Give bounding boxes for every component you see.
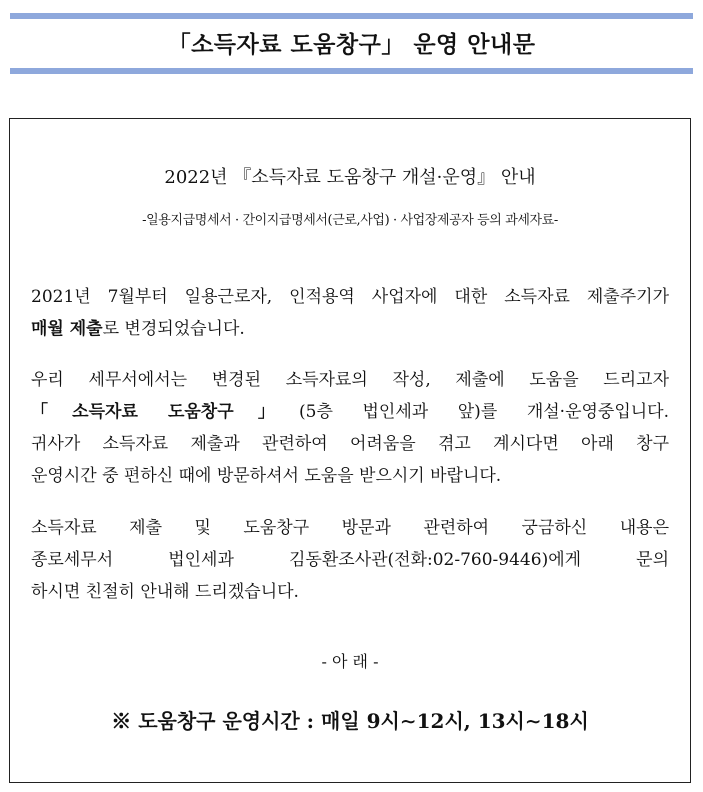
paragraph-line: 귀사가 소득자료 제출과 관련하여 어려움을 겪고 계시다면 아래 창구 — [31, 434, 669, 454]
emphasis-monthly-submission: 매월 제출 — [31, 319, 103, 339]
notice-heading: 2022년 『소득자료 도움창구 개설·운영』 안내 — [164, 167, 536, 188]
notice-box — [9, 118, 691, 783]
paragraph-help-desk — [31, 364, 669, 492]
operating-hours: ※ 도움창구 운영시간 : 매일 9시∼12시, 13시∼18시 — [111, 709, 589, 733]
emphasis-help-desk-name: 「소득자료 도움창구」 — [31, 402, 300, 422]
paragraph-submission-change — [31, 281, 669, 345]
paragraph-line: 2021년 7월부터 일용근로자, 인적용역 사업자에 대한 소득자료 제출주기가 — [31, 287, 669, 307]
notice-subheading: -일용지급명세서 · 간이지급명세서(근로,사업) · 사업장제공자 등의 과세자료- — [142, 213, 558, 228]
bottom-accent-bar — [10, 68, 693, 74]
paragraph-line: 운영시간 중 편하신 때에 방문하셔서 도움을 받으시기 바랍니다. — [31, 466, 502, 486]
paragraph-text: 로 변경되었습니다. — [102, 319, 245, 339]
paragraph-line: 종로세무서 법인세과 김동환조사관(전화:02-760-9446)에게 문의 — [31, 550, 669, 570]
paragraph-text: (5층 법인세과 앞)를 개설·운영중입니다. — [299, 402, 670, 422]
paragraph-line — [31, 396, 669, 428]
paragraph-line: 하시면 친절히 안내해 드리겠습니다. — [31, 582, 299, 602]
paragraph-contact — [31, 512, 669, 608]
paragraph-line: 소득자료 제출 및 도움창구 방문과 관련하여 궁금하신 내용은 — [31, 518, 669, 538]
paragraph-line: 우리 세무서에서는 변경된 소득자료의 작성, 제출에 도움을 드리고자 — [31, 370, 669, 390]
paragraph-line — [31, 313, 669, 345]
top-accent-bar — [10, 13, 693, 19]
section-divider-label: - 아 래 - — [321, 652, 379, 671]
document-title: 「소득자료 도움창구」 운영 안내문 — [167, 32, 536, 58]
